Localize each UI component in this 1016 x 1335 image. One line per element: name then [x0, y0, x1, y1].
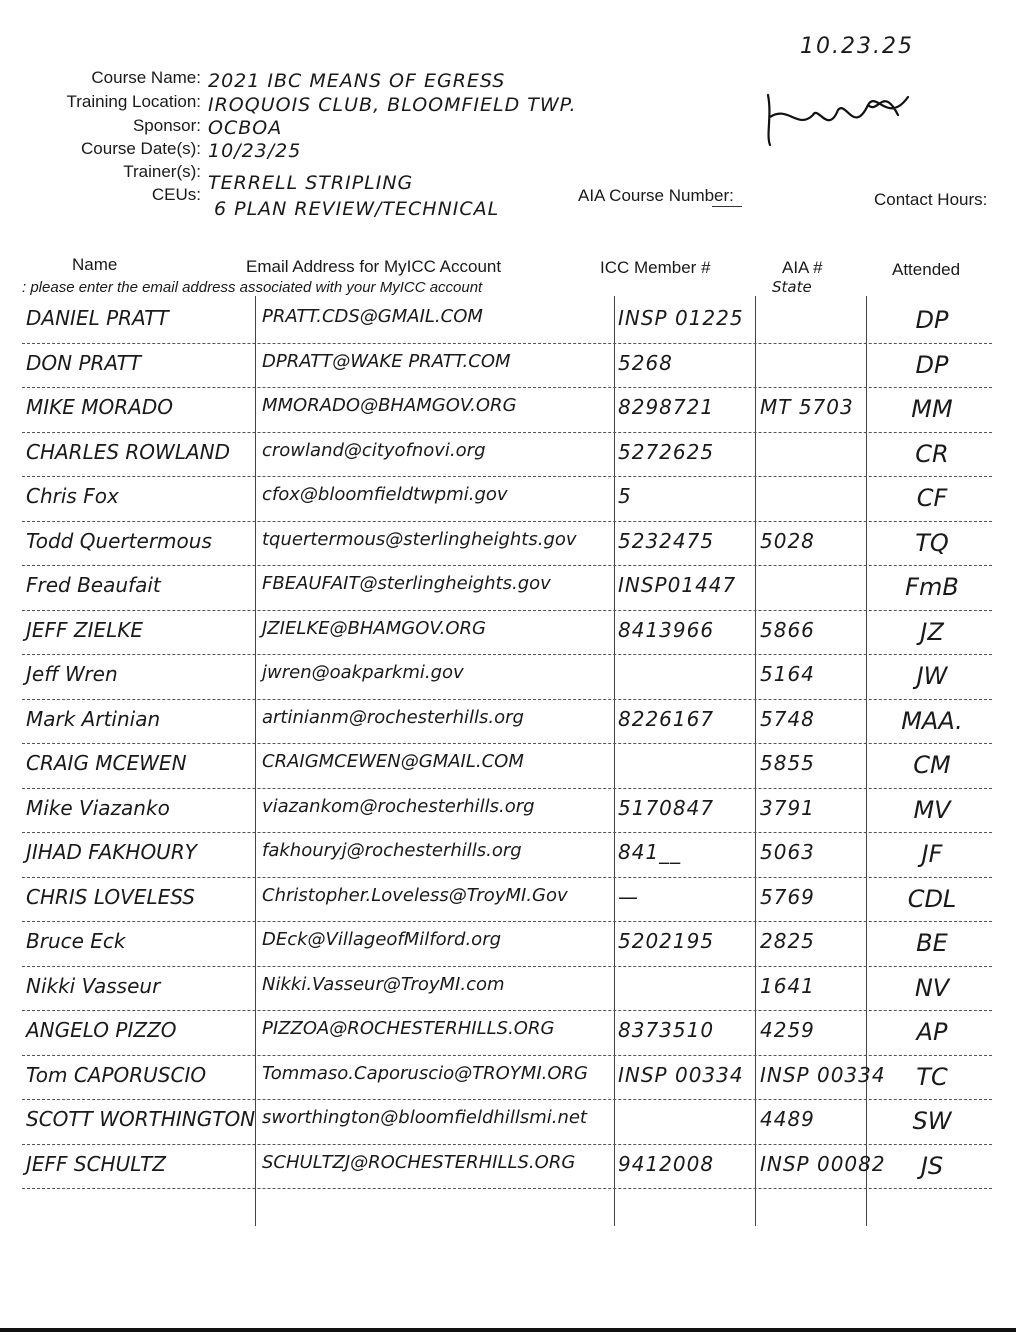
attendee-email: DEck@VillageofMilford.org — [262, 929, 502, 950]
attendee-name: Nikki Vasseur — [26, 973, 161, 998]
attendee-attended-initials: NV — [914, 973, 950, 1002]
attendee-icc-number: 8413966 — [618, 617, 715, 642]
attendee-aia-number: 5028 — [760, 528, 815, 553]
attendee-icc-number: 8298721 — [618, 395, 715, 419]
trainers-label: Trainer(s): — [123, 162, 201, 181]
attendee-icc-number: 5 — [618, 484, 632, 508]
table-row — [0, 567, 1016, 611]
table-row — [0, 612, 1016, 656]
attendee-icc-number: 841__ — [618, 840, 682, 864]
attendee-attended-initials: MM — [911, 395, 953, 423]
course-dates-label: Course Date(s): — [81, 139, 201, 158]
ceus-label: CEUs: — [151, 185, 201, 204]
attendee-name: CHRIS LOVELESS — [26, 884, 195, 909]
attendee-attended-initials: JS — [920, 1151, 944, 1180]
attendee-email: cfox@bloomfieldtwpmi.gov — [262, 484, 508, 505]
attendee-attended-initials: JW — [916, 662, 948, 690]
attendee-name: JEFF SCHULTZ — [26, 1151, 166, 1176]
attendee-name: Chris Fox — [26, 484, 119, 508]
attendee-name: Jeff Wren — [26, 662, 118, 686]
contact-hours-label: Contact Hours: — [874, 190, 988, 209]
attendee-name: DANIEL PRATT — [26, 306, 169, 330]
attendee-aia-number: 3791 — [760, 795, 815, 820]
attendee-name: Fred Beaufait — [26, 573, 161, 597]
course-name-value: 2021 IBC MEANS OF EGRESS — [208, 70, 506, 92]
table-row — [0, 345, 1016, 389]
attendee-icc-number: 5272625 — [618, 439, 715, 464]
attendee-email: Christopher.Loveless@TroyMI.Gov — [262, 884, 568, 906]
attendee-attended-initials: CM — [913, 751, 951, 779]
table-row — [0, 523, 1016, 567]
attendee-email: Tommaso.Caporuscio@TROYMI.ORG — [262, 1062, 588, 1084]
attendee-icc-number: 5232475 — [618, 528, 715, 553]
attendee-aia-number: 5748 — [760, 706, 815, 731]
course-name-label: Course Name: — [91, 68, 201, 87]
attendee-attended-initials: AP — [916, 1018, 948, 1046]
attendee-attended-initials: JF — [921, 840, 943, 868]
attendee-email: viazankom@rochesterhills.org — [262, 795, 535, 817]
attendee-icc-number: INSP 01225 — [618, 306, 744, 330]
attendee-email: fakhouryj@rochesterhills.org — [262, 840, 522, 861]
table-row — [0, 1012, 1016, 1056]
page-bottom-rule — [0, 1328, 1016, 1332]
attendee-icc-number: INSP01447 — [618, 573, 737, 597]
attendee-aia-number: 4489 — [760, 1107, 815, 1131]
attendee-email: PRATT.CDS@GMAIL.COM — [262, 306, 483, 327]
table-row — [0, 434, 1016, 478]
attendee-aia-number: 5164 — [760, 662, 815, 686]
sponsor-value: OCBOA — [208, 117, 283, 139]
sponsor-label: Sponsor: — [132, 116, 201, 135]
attendee-attended-initials: BE — [916, 929, 948, 957]
table-row — [0, 1101, 1016, 1145]
attendee-name: JEFF ZIELKE — [26, 617, 144, 642]
attendee-aia-number: 5063 — [760, 840, 815, 864]
table-row — [0, 656, 1016, 700]
trainer-signature — [758, 75, 918, 155]
table-row — [0, 968, 1016, 1012]
attendee-name: ANGELO PIZZO — [26, 1018, 177, 1042]
col-aia-note: State — [772, 278, 812, 296]
table-row — [0, 1146, 1016, 1190]
attendee-icc-number: INSP 00334 — [618, 1062, 744, 1087]
top-date: 10.23.25 — [800, 34, 914, 59]
attendee-name: Todd Quertermous — [26, 528, 212, 553]
attendee-email: SCHULTZJ@ROCHESTERHILLS.ORG — [262, 1151, 576, 1173]
table-row — [0, 790, 1016, 834]
attendee-aia-number: 5866 — [760, 617, 815, 642]
attendee-icc-number: 5268 — [618, 350, 673, 375]
attendee-name: MIKE MORADO — [26, 395, 173, 419]
attendee-attended-initials: TC — [916, 1062, 948, 1091]
attendee-email: sworthington@bloomfieldhillsmi.net — [262, 1107, 587, 1128]
attendee-icc-number: 8226167 — [618, 706, 715, 731]
attendee-attended-initials: CF — [916, 484, 948, 512]
attendee-email: artinianm@rochesterhills.org — [262, 706, 524, 728]
attendee-attended-initials: JZ — [920, 617, 944, 646]
attendee-name: SCOTT WORTHINGTON — [26, 1107, 256, 1131]
course-dates-value: 10/23/25 — [208, 140, 302, 162]
training-location-value: IROQUOIS CLUB, BLOOMFIELD TWP. — [208, 94, 577, 116]
table-row — [0, 745, 1016, 789]
attendee-aia-number: 2825 — [760, 929, 815, 953]
aia-course-number-label: AIA Course Number: — [578, 186, 734, 205]
attendee-name: Bruce Eck — [26, 929, 126, 953]
attendee-name: CRAIG MCEWEN — [26, 751, 187, 775]
table-row — [0, 701, 1016, 745]
attendee-email: FBEAUFAIT@sterlingheights.gov — [262, 573, 551, 594]
table-row — [0, 300, 1016, 344]
col-icc-header: ICC Member # — [600, 258, 711, 277]
table-row — [0, 478, 1016, 522]
attendee-name: CHARLES ROWLAND — [26, 439, 231, 464]
attendee-aia-number: INSP 00334 — [760, 1062, 886, 1087]
trainers-value: TERRELL STRIPLING — [208, 172, 414, 194]
attendee-icc-number: 5170847 — [618, 795, 715, 820]
attendee-aia-number: 5855 — [760, 751, 815, 775]
attendee-name: DON PRATT — [26, 350, 142, 375]
table-row — [0, 389, 1016, 433]
attendee-attended-initials: SW — [912, 1107, 952, 1135]
attendee-icc-number: 5202195 — [618, 929, 715, 953]
attendee-email: CRAIGMCEWEN@GMAIL.COM — [262, 751, 524, 772]
attendee-attended-initials: TQ — [915, 528, 949, 557]
table-row — [0, 1057, 1016, 1101]
attendee-icc-number: — — [618, 884, 639, 909]
table-row — [0, 879, 1016, 923]
attendee-attended-initials: CDL — [907, 884, 957, 913]
email-instruction-note: : please enter the email address associated with your MyICC account — [22, 279, 483, 296]
attendee-aia-number: 4259 — [760, 1018, 815, 1042]
attendee-icc-number: 9412008 — [618, 1151, 715, 1176]
table-row — [0, 834, 1016, 878]
attendee-aia-number: 5769 — [760, 884, 815, 909]
col-aia-header: AIA # — [782, 258, 823, 277]
attendee-attended-initials: DP — [915, 306, 949, 334]
attendee-attended-initials: DP — [915, 350, 949, 379]
attendee-name: Mark Artinian — [26, 706, 161, 731]
attendee-attended-initials: FmB — [905, 573, 959, 601]
aia-course-number-line — [712, 206, 742, 207]
attendee-icc-number: 8373510 — [618, 1018, 715, 1042]
attendee-attended-initials: MV — [913, 795, 951, 824]
attendee-email: JZIELKE@BHAMGOV.ORG — [262, 617, 486, 639]
attendee-email: PIZZOA@ROCHESTERHILLS.ORG — [262, 1018, 555, 1039]
attendee-email: MMORADO@BHAMGOV.ORG — [262, 395, 517, 416]
col-email-header: Email Address for MyICC Account — [246, 257, 502, 276]
attendee-aia-number: INSP 00082 — [760, 1151, 886, 1176]
attendee-aia-number: MT 5703 — [760, 395, 854, 419]
attendee-name: Mike Viazanko — [26, 795, 170, 820]
attendee-email: tquertermous@sterlingheights.gov — [262, 528, 577, 550]
col-attended-header: Attended — [892, 260, 961, 279]
ceus-value: 6 PLAN REVIEW/TECHNICAL — [214, 198, 500, 220]
attendee-attended-initials: CR — [915, 439, 949, 468]
col-name-header: Name — [72, 255, 118, 274]
attendee-name: Tom CAPORUSCIO — [26, 1062, 207, 1087]
attendee-name: JIHAD FAKHOURY — [26, 840, 197, 864]
attendee-email: Nikki.Vasseur@TroyMI.com — [262, 973, 505, 995]
attendee-email: DPRATT@WAKE PRATT.COM — [262, 350, 511, 372]
attendee-email: jwren@oakparkmi.gov — [262, 662, 464, 683]
table-row — [0, 923, 1016, 967]
attendee-attended-initials: MAA. — [901, 706, 963, 735]
training-location-label: Training Location: — [66, 92, 201, 111]
attendee-email: crowland@cityofnovi.org — [262, 439, 486, 461]
attendee-aia-number: 1641 — [760, 973, 815, 998]
